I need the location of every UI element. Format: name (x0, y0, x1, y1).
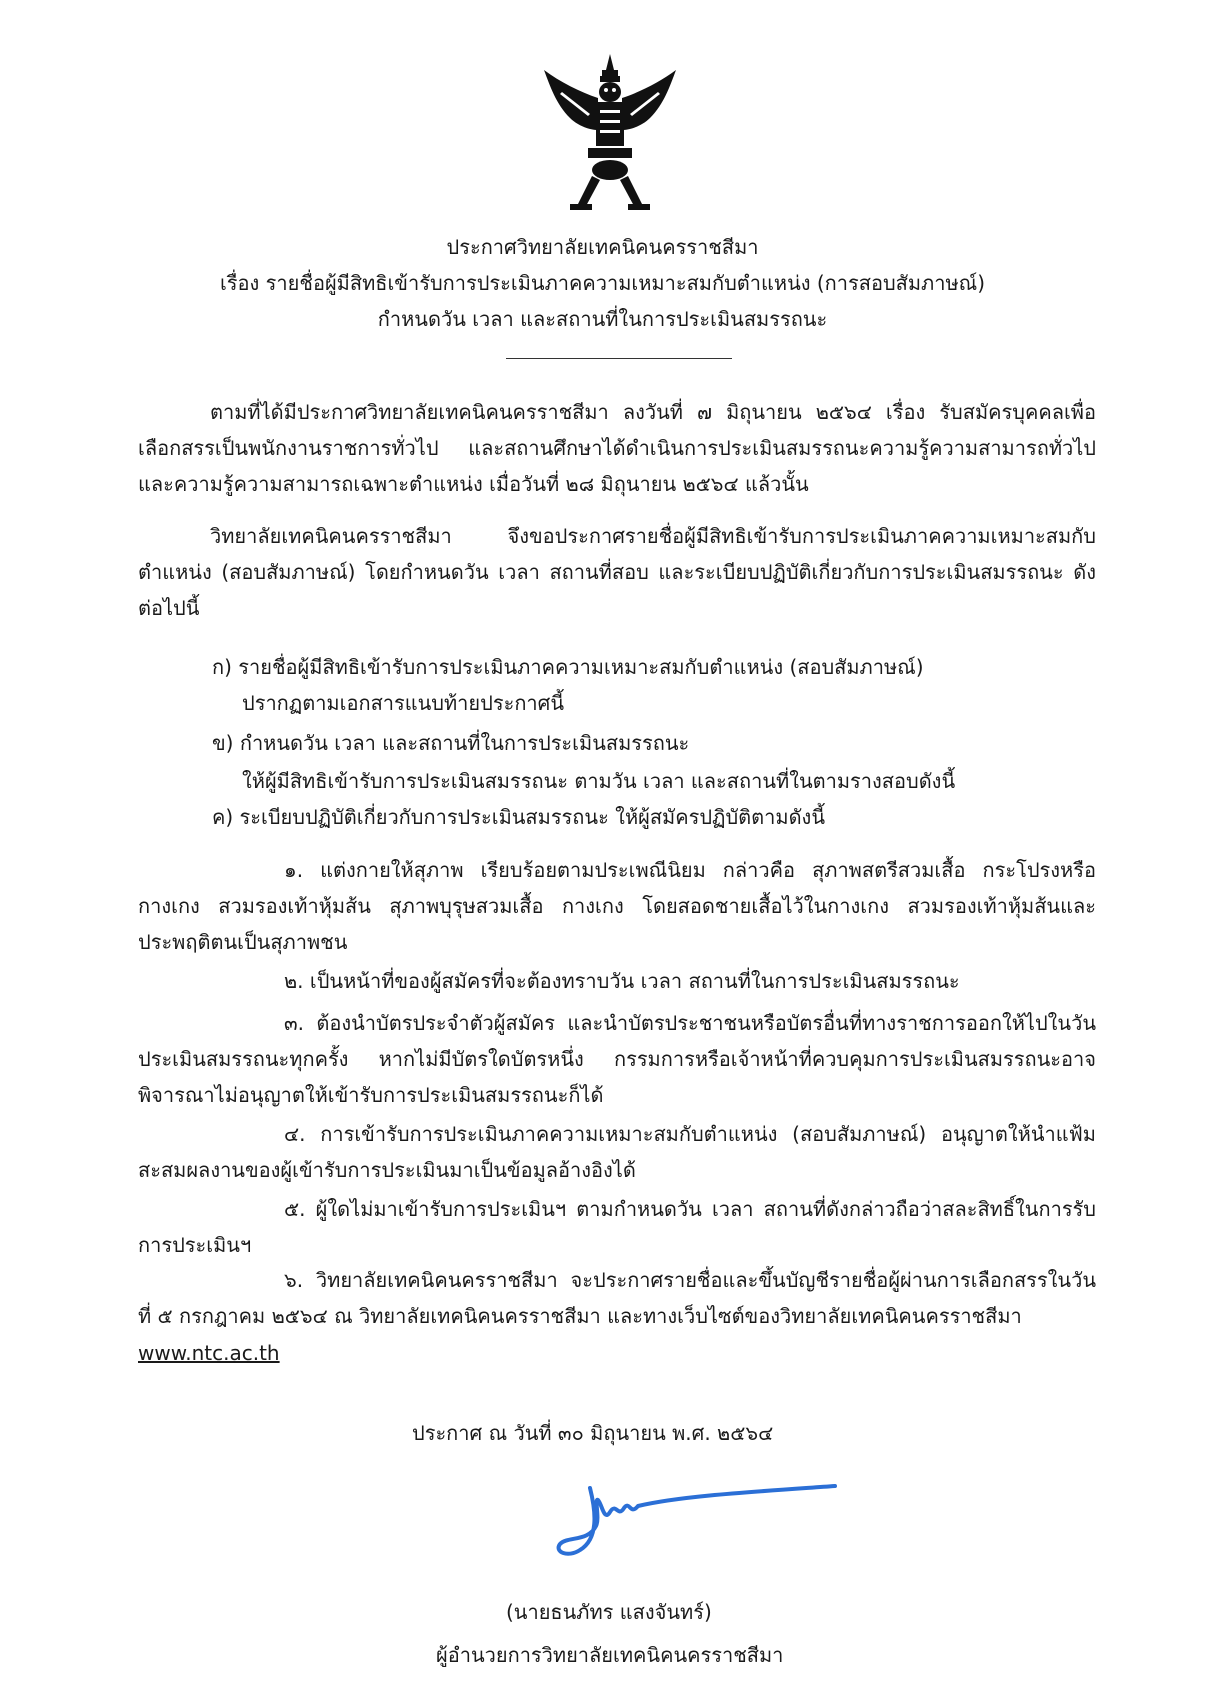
signer-title: ผู้อำนวยการวิทยาลัยเทคนิคนครราชสีมา (436, 1643, 784, 1667)
rule-5: ๕. ผู้ใดไม่มาเข้ารับการประเมินฯ ตามกำหนดวัน เวลา สถานที่ดังกล่าวถือว่าสละสิทธิ์ในการรับการประเมินฯ (138, 1197, 1096, 1257)
announcement-subject-line2: กำหนดวัน เวลา และสถานที่ในการประเมินสมรรถนะ (377, 307, 828, 331)
garuda-emblem-icon (540, 52, 680, 222)
website-link[interactable]: www.ntc.ac.th (138, 1341, 280, 1365)
announcement-title: ประกาศวิทยาลัยเทคนิคนครราชสีมา (446, 235, 759, 259)
rule-4: ๔. การเข้ารับการประเมินภาคความเหมาะสมกับตำแหน่ง (สอบสัมภาษณ์) อนุญาตให้นำแฟ้มสะสมผลงานของผู้เข้ารับการประเมินมาเป็นข้อมูลอ้างอิงได้ (138, 1122, 1096, 1182)
item-b-line1: ข) กำหนดวัน เวลา และสถานที่ในการประเมินสมรรถนะ (212, 731, 690, 755)
paragraph-announcement: วิทยาลัยเทคนิคนครราชสีมา จึงขอประกาศรายชื่อผู้มีสิทธิเข้ารับการประเมินภาคความเหมาะสมกับตำแหน่ง (สอบสัมภาษณ์) โดยกำหนดวัน เวลา สถานที่สอบ และระเบียบปฏิบัติเกี่ยวกับการประเมินสมรรถนะ ดังต่อไปนี้ (138, 524, 1096, 620)
rule-2: ๒. เป็นหน้าที่ของผู้สมัครที่จะต้องทราบวัน เวลา สถานที่ในการประเมินสมรรถนะ (284, 969, 960, 993)
announcement-subject: เรื่อง รายชื่อผู้มีสิทธิเข้ารับการประเมินภาคความเหมาะสมกับตำแหน่ง (การสอบสัมภาษณ์) (219, 271, 986, 295)
item-a-line1: ก) รายชื่อผู้มีสิทธิเข้ารับการประเมินภาคความเหมาะสมกับตำแหน่ง (สอบสัมภาษณ์) (212, 655, 924, 679)
item-b-line2: ให้ผู้มีสิทธิเข้ารับการประเมินสมรรถนะ ตามวัน เวลา และสถานที่ในตามรางสอบดังนี้ (242, 769, 956, 793)
signature-icon (520, 1468, 840, 1568)
rule-3: ๓. ต้องนำบัตรประจำตัวผู้สมัคร และนำบัตรประชาชนหรือบัตรอื่นที่ทางราชการออกให้ไปในวันประเมินสมรรถนะทุกครั้ง หากไม่มีบัตรใดบัตรหนึ่ง กรรมการหรือเจ้าหน้าที่ควบคุมการประเมินสมรรถนะอาจพิจารณาไม่อนุญาตให้เข้ารับการประเมินสมรรถนะก็ได้ (138, 1011, 1096, 1107)
item-c-line1: ค) ระเบียบปฏิบัติเกี่ยวกับการประเมินสมรรถนะ ให้ผู้สมัครปฏิบัติตามดังนี้ (212, 805, 825, 829)
paragraph-intro: ตามที่ได้มีประกาศวิทยาลัยเทคนิคนครราชสีมา ลงวันที่ ๗ มิถุนายน ๒๕๖๔ เรื่อง รับสมัครบุคคลเพื่อเลือกสรรเป็นพนักงานราชการทั่วไป และสถานศึกษาได้ดำเนินการประเมินสมรรถนะความรู้ความสามารถทั่วไปและความรู้ความสามารถเฉพาะตำแหน่ง เมื่อวันที่ ๒๘ มิถุนายน ๒๕๖๔ แล้วนั้น (138, 400, 1096, 496)
rule-1: ๑. แต่งกายให้สุภาพ เรียบร้อยตามประเพณีนิยม กล่าวคือ สุภาพสตรีสวมเสื้อ กระโปรงหรือกางเกง สวมรองเท้าหุ้มส้น สุภาพบุรุษสวมเสื้อ กางเกง โดยสอดชายเสื้อไว้ในกางเกง สวมรองเท้าหุ้มส้นและประพฤติตนเป็นสุภาพชน (138, 858, 1096, 954)
signer-name: (นายธนภัทร แสงจันทร์) (506, 1600, 712, 1624)
rule-6: ๖. วิทยาลัยเทคนิคนครราชสีมา จะประกาศรายชื่อและขึ้นบัญชีรายชื่อผู้ผ่านการเลือกสรรในวันที่ ๕ กรกฎาคม ๒๕๖๔ ณ วิทยาลัยเทคนิคนครราชสีมา และทางเว็บไซต์ของวิทยาลัยเทคนิคนครราชสีมา (138, 1268, 1096, 1328)
title-divider (506, 358, 732, 359)
item-a-line2: ปรากฏตามเอกสารแนบท้ายประกาศนี้ (242, 691, 565, 715)
announce-date: ประกาศ ณ วันที่ ๓๐ มิถุนายน พ.ศ. ๒๕๖๔ (412, 1421, 774, 1445)
